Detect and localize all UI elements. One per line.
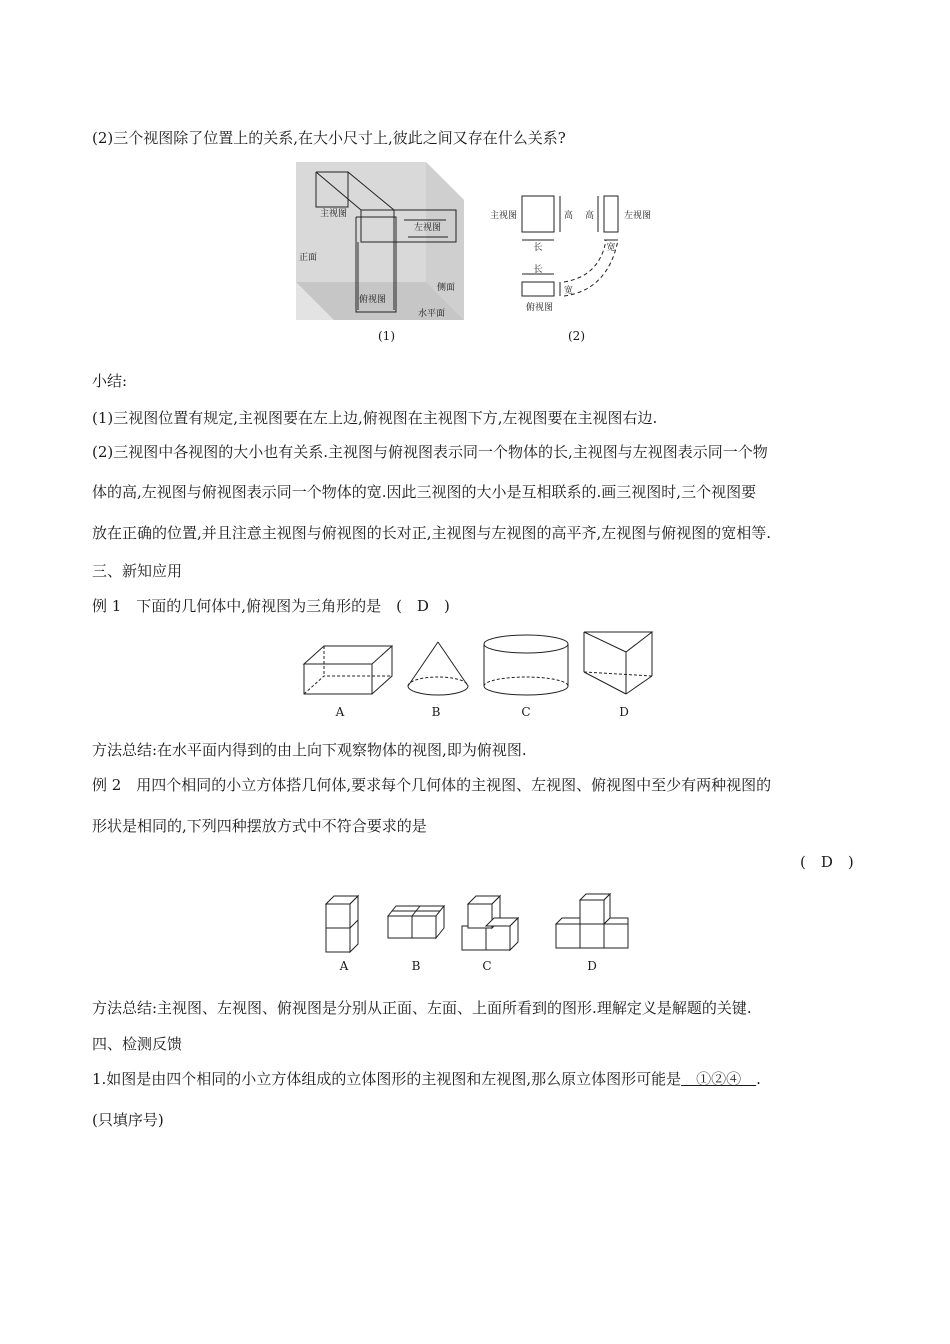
three-plane-projection-figure [296,162,466,347]
fig2-gao-1: 高 [564,211,574,221]
method-summary-2: 方法总结:主视图、左视图、俯视图是分别从正面、左面、上面所看到的图形.理解定义是解题的关键. [92,999,752,1017]
ex1-label-d: D [619,705,629,719]
three-view-layout-figure [488,190,668,347]
fig1-caption: (1) [378,329,395,343]
ex1-label-b: B [431,705,441,719]
fig2-caption: (2) [568,329,585,343]
ex2-label-c: C [482,959,492,973]
fig1-label-front: 正面 [299,253,318,263]
question-2: (2)三个视图除了位置上的关系,在大小尺寸上,彼此之间又存在什么关系? [92,129,566,147]
question-1 [92,1069,761,1089]
example-1-solids [296,628,666,723]
example-2-line-2: 形状是相同的,下列四种摆放方式中不符合要求的是 [92,817,427,835]
section-3-heading: 三、新知应用 [92,562,183,580]
ex2-label-a: A [339,959,349,973]
example-1: 例 1 下面的几何体中,俯视图为三角形的是 ( D ) [92,597,450,615]
ex2-label-b: B [411,959,421,973]
fig1-label-side: 侧面 [437,283,456,293]
fig2-kuan-1: 宽 [606,243,616,253]
question-1-end: . [756,1070,761,1088]
example-2-answer: ( D ) [800,853,854,871]
fig1-label-left: 左视图 [414,223,442,233]
question-1-note: (只填序号) [92,1111,164,1129]
question-1-answer: ①②④ [681,1070,757,1088]
fig1-label-horizontal: 水平面 [418,309,446,319]
ex2-label-d: D [587,959,597,973]
fig2-kuan-2: 宽 [564,286,574,296]
fig2-main: 主视图 [490,211,518,221]
section-4-heading: 四、检测反馈 [92,1035,183,1053]
fig2-gao-2: 高 [584,211,594,221]
question-1-text: 1.如图是由四个相同的小立方体组成的立体图形的主视图和左视图,那么原立体图形可能是 [92,1070,682,1088]
fig2-left: 左视图 [624,211,652,221]
example-2-cube-arrangements [322,890,632,975]
summary-2c: 放在正确的位置,并且注意主视图与俯视图的长对正,主视图与左视图的高平齐,左视图与俯视图的宽相等. [92,524,772,542]
fig1-label-main: 主视图 [320,209,348,219]
ex1-label-a: A [335,705,345,719]
fig1-label-top: 俯视图 [359,295,387,305]
fig2-chang-1: 长 [533,243,543,253]
summary-1: (1)三视图位置有规定,主视图要在左上边,俯视图在主视图下方,左视图要在主视图右边. [92,409,658,427]
ex1-label-c: C [521,705,531,719]
summary-2a: (2)三视图中各视图的大小也有关系.主视图与俯视图表示同一个物体的长,主视图与左视图表示同一个物 [92,443,768,461]
summary-title: 小结: [92,372,128,390]
fig2-top: 俯视图 [526,303,554,313]
fig2-chang-2: 长 [533,265,543,275]
summary-2b: 体的高,左视图与俯视图表示同一个物体的宽.因此三视图的大小是互相联系的.画三视图时,三个视图要 [92,483,757,501]
example-2-line-1: 例 2 用四个相同的小立方体搭几何体,要求每个几何体的主视图、左视图、俯视图中至少有两种视图的 [92,776,772,794]
method-summary-1: 方法总结:在水平面内得到的由上向下观察物体的视图,即为俯视图. [92,741,527,759]
